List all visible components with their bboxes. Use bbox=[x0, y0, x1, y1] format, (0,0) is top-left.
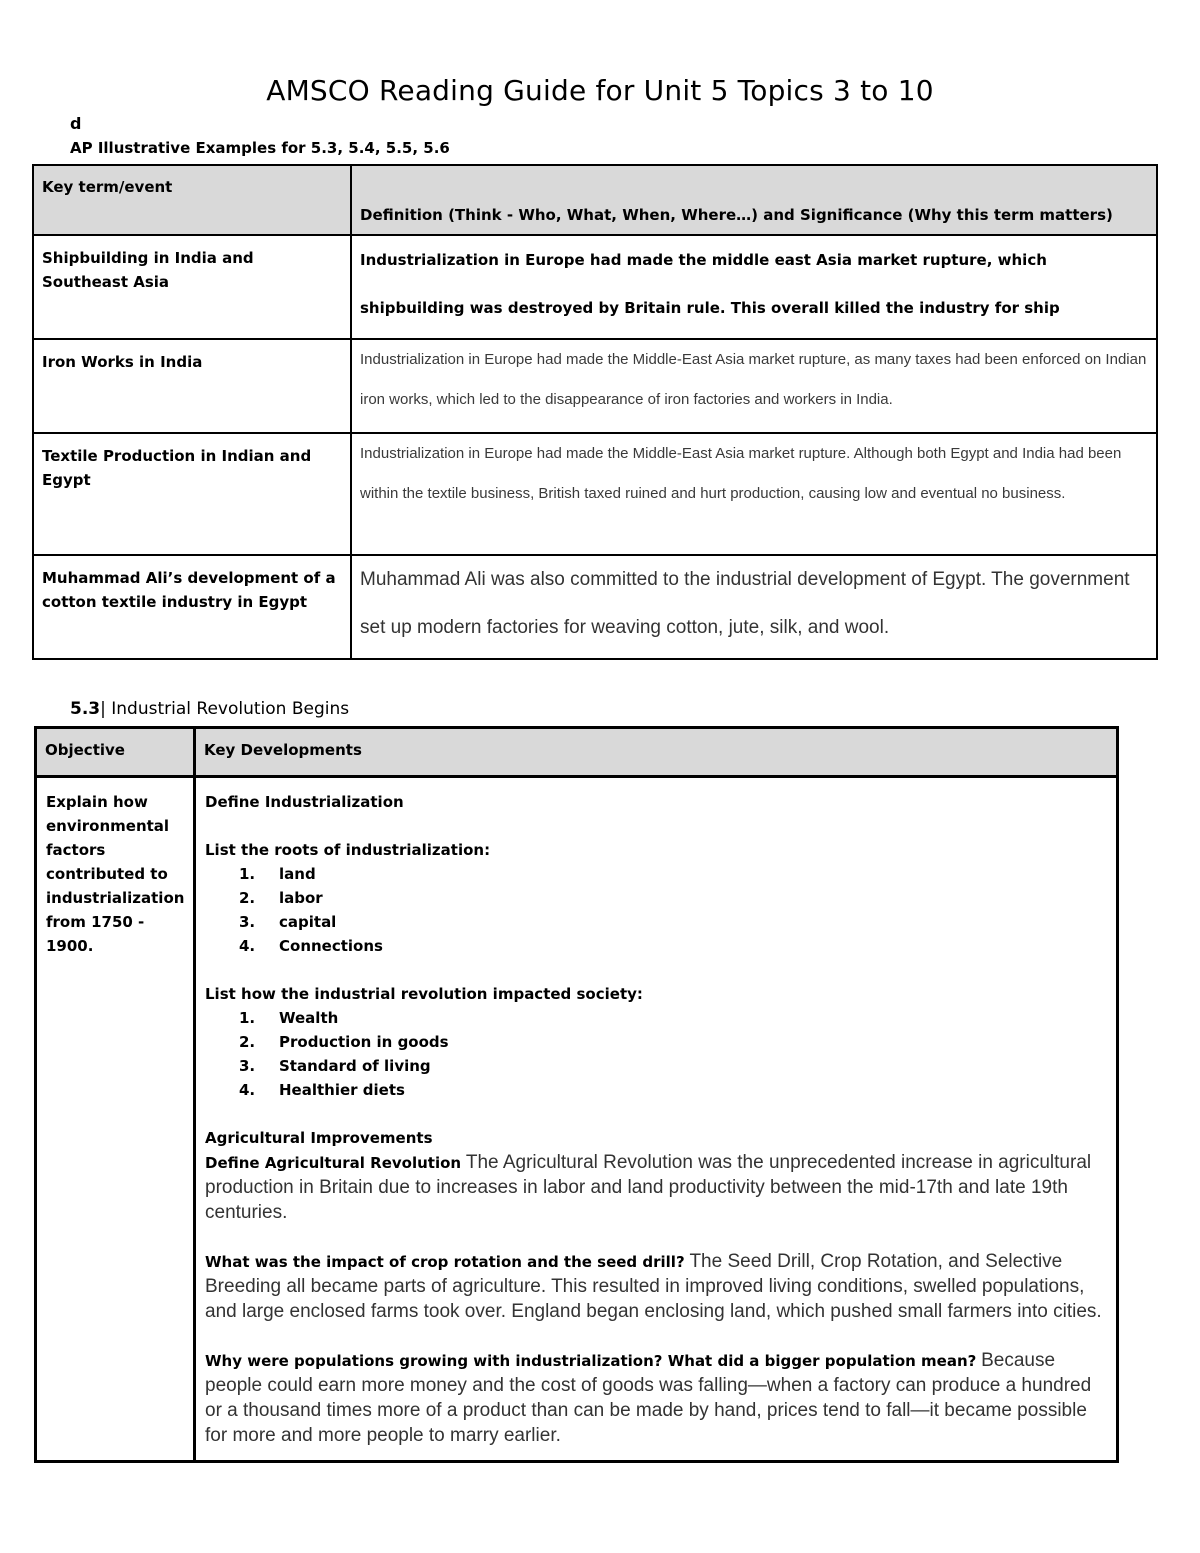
definition-cell: Industrialization in Europe had made the middle east Asia market rupture, which shipbuilding was destroyed by Britain rule. This overall killed the industry for ship bbox=[351, 235, 1157, 339]
impact-label: List how the industrial revolution impacted society: bbox=[205, 985, 643, 1003]
table-row bbox=[33, 555, 1157, 659]
crop-block bbox=[205, 1249, 1107, 1324]
define-industrialization-label: Define Industrialization bbox=[205, 793, 404, 811]
key-terms-table bbox=[32, 164, 1158, 660]
definition-cell: Muhammad Ali was also committed to the industrial development of Egypt. The government set up modern factories for weaving cotton, jute, silk, and wool. bbox=[351, 555, 1157, 659]
dev-header-row bbox=[36, 728, 1118, 777]
document-subtitle: AP Illustrative Examples for 5.3, 5.4, 5.5, 5.6 bbox=[70, 139, 450, 157]
population-block bbox=[205, 1348, 1107, 1448]
definition-cell: Industrialization in Europe had made the Middle-East Asia market rupture, as many taxes had been enforced on Indian iron works, which led to the disappearance of iron factories and workers in India. bbox=[351, 339, 1157, 433]
table-row bbox=[33, 433, 1157, 555]
table-row bbox=[36, 777, 1118, 1462]
objective-column-header: Objective bbox=[36, 728, 195, 777]
section-heading bbox=[70, 699, 349, 719]
list-item: 1. Wealth bbox=[239, 1009, 339, 1027]
agri-define-answer: The Agricultural Revolution was the unprecedented increase in agricultural production in Britain due to increases in labor and land productivity between the mid-17th and late 19th centuries. bbox=[205, 1152, 1092, 1223]
term-cell: Textile Production in Indian and Egypt bbox=[33, 433, 351, 555]
developments-cell bbox=[195, 777, 1118, 1462]
term-column-header: Key term/event bbox=[33, 165, 351, 235]
population-question: Why were populations growing with industrialization? What did a bigger population mean? bbox=[205, 1352, 977, 1370]
developments-column-header: Key Developments bbox=[195, 728, 1118, 777]
term-cell: Muhammad Ali’s development of a cotton textile industry in Egypt bbox=[33, 555, 351, 659]
list-item: 1. land bbox=[239, 865, 316, 883]
list-item: 2. labor bbox=[239, 889, 323, 907]
population-answer: Because people could earn more money and the cost of goods was falling—when a factory can produce a hundred or a thousand times more of a product than can be made by hand, prices tend to fall—it became possible for more and more people to marry earlier. bbox=[205, 1350, 1092, 1446]
list-item: 4. Healthier diets bbox=[239, 1081, 405, 1099]
stray-note: d bbox=[70, 114, 82, 133]
section-title: | Industrial Revolution Begins bbox=[100, 699, 350, 719]
crop-question: What was the impact of crop rotation and the seed drill? bbox=[205, 1253, 685, 1271]
agri-define-block bbox=[205, 1150, 1107, 1225]
term-cell: Shipbuilding in India and Southeast Asia bbox=[33, 235, 351, 339]
table-row bbox=[33, 235, 1157, 339]
objective-cell: Explain how environmental factors contributed to industrialization from 1750 - 1900. bbox=[36, 777, 195, 1462]
table-row bbox=[33, 339, 1157, 433]
roots-label: List the roots of industrialization: bbox=[205, 841, 491, 859]
term-cell: Iron Works in India bbox=[33, 339, 351, 433]
key-developments-table bbox=[34, 726, 1119, 1463]
list-item: 3. capital bbox=[239, 913, 337, 931]
agri-define-label: Define Agricultural Revolution bbox=[205, 1154, 462, 1172]
section-number: 5.3 bbox=[70, 699, 101, 719]
document-title: AMSCO Reading Guide for Unit 5 Topics 3 to 10 bbox=[266, 74, 934, 107]
roots-list bbox=[205, 862, 1107, 958]
impacts-list bbox=[205, 1006, 1107, 1102]
terms-header-row bbox=[33, 165, 1157, 235]
agri-heading: Agricultural Improvements bbox=[205, 1129, 433, 1147]
list-item: 2. Production in goods bbox=[239, 1033, 449, 1051]
definition-column-header: Definition (Think - Who, What, When, Where…) and Significance (Why this term matters) bbox=[351, 165, 1157, 235]
crop-answer: The Seed Drill, Crop Rotation, and Selective Breeding all became parts of agriculture. This resulted in improved living conditions, swelled populations, and large enclosed farms took over. England began enclosing land, which pushed small farmers into cities. bbox=[205, 1251, 1102, 1322]
list-item: 3. Standard of living bbox=[239, 1057, 431, 1075]
list-item: 4. Connections bbox=[239, 937, 383, 955]
definition-cell: Industrialization in Europe had made the Middle-East Asia market rupture. Although both Egypt and India had been within the textile business, British taxed ruined and hurt production, causing low and eventual no business. bbox=[351, 433, 1157, 555]
